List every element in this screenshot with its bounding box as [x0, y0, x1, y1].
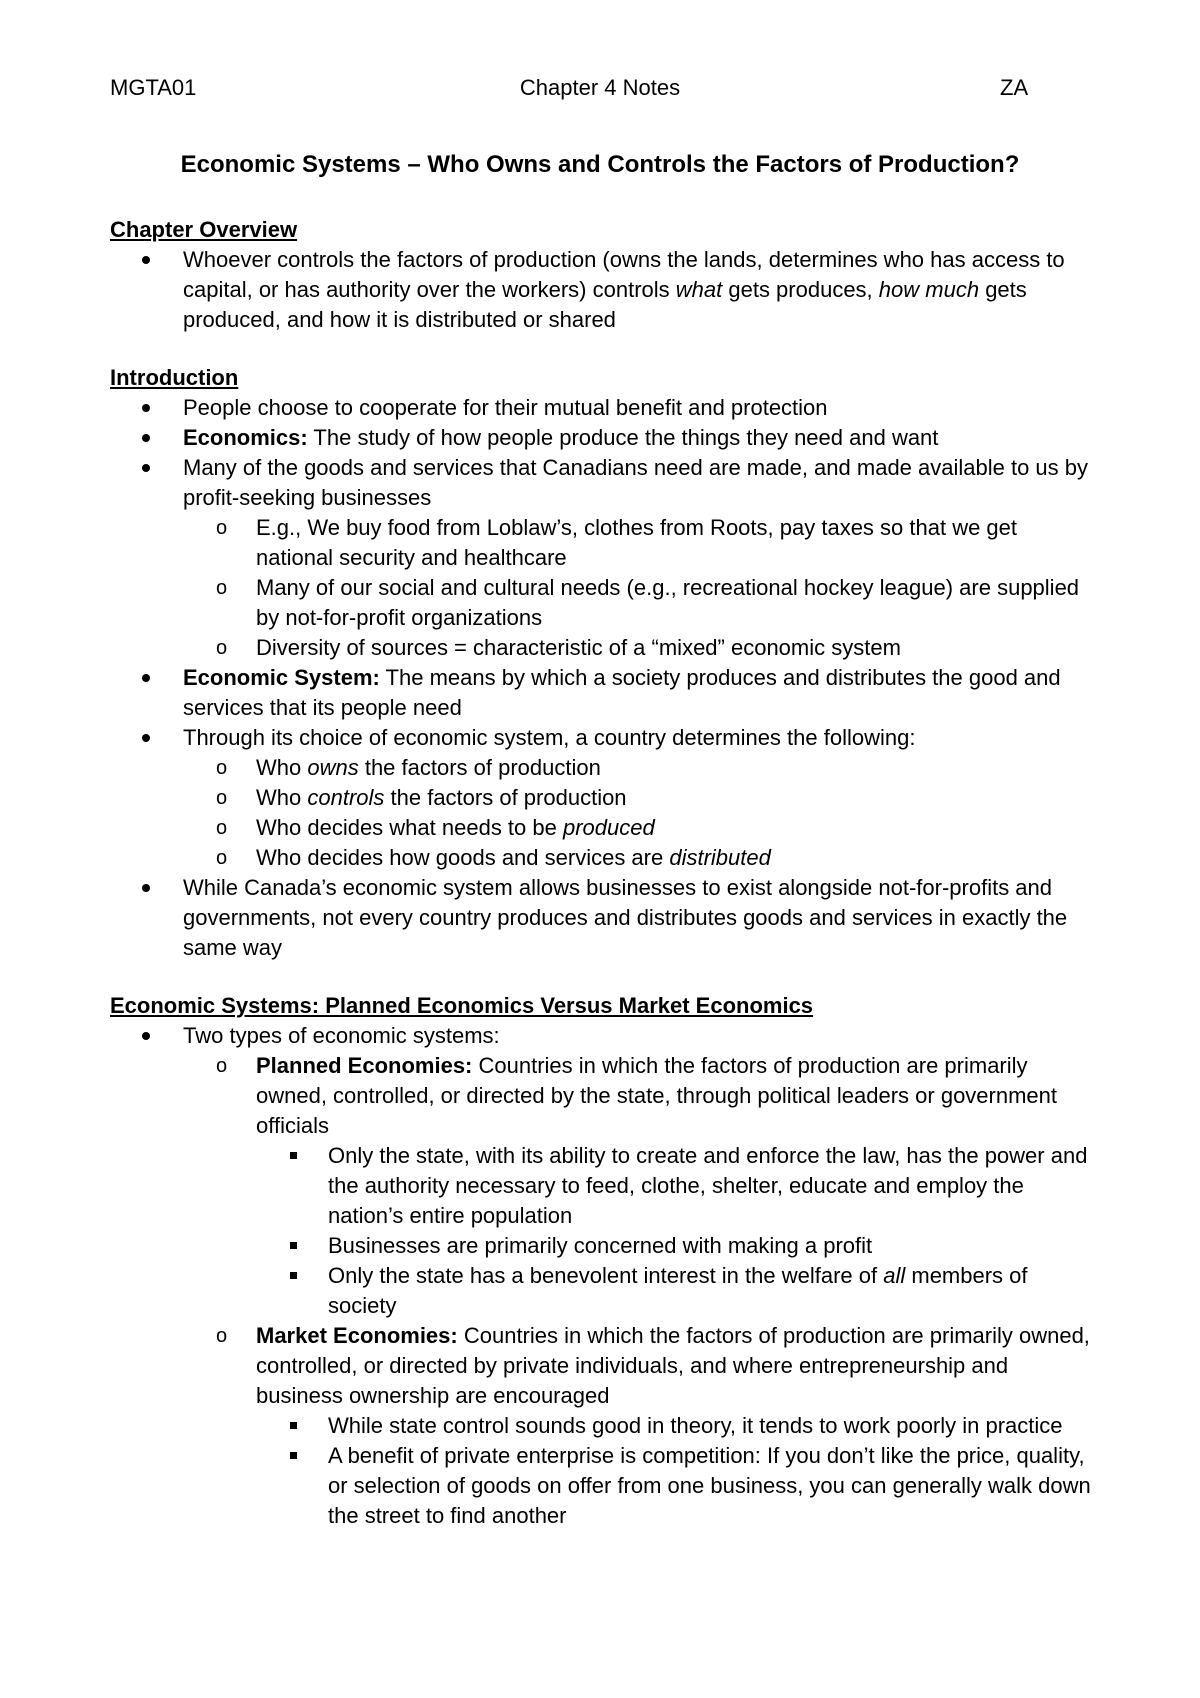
list-subsubitem: Only the state has a benevolent interest in the welfare of all members of society — [110, 1261, 1100, 1321]
list-subitem: o E.g., We buy food from Loblaw’s, clothes from Roots, pay taxes so that we get national security and healthcare — [216, 515, 1018, 570]
page-title: Economic Systems – Who Owns and Controls the Factors of Production? — [180, 151, 1020, 178]
list-item: People choose to cooperate for their mutual benefit and protection — [110, 393, 1100, 423]
list-subsubitem: While state control sounds good in theory, it tends to work poorly in practice — [110, 1411, 1100, 1441]
header-chapter: Chapter 4 Notes — [519, 75, 681, 100]
introduction-list — [110, 393, 1100, 963]
section-heading-economic-systems: Economic Systems: Planned Economics Versus Market Economics — [110, 993, 814, 1018]
list-subsubitem: A benefit of private enterprise is competition: If you don’t like the price, quality, or selection of goods on offer from one business, you can generally walk down the street to find another — [110, 1441, 1100, 1531]
bullet-circle-icon: o — [216, 787, 228, 809]
bullet-circle-icon: o — [216, 1055, 228, 1077]
list-subitem: o Diversity of sources = characteristic of a “mixed” economic system — [110, 633, 1100, 663]
list-subitem: o Who controls the factors of production — [110, 783, 1100, 813]
bullet-circle-icon: o — [216, 637, 228, 659]
list-item: Two types of economic systems: — [110, 1021, 1100, 1051]
section-heading-overview: Chapter Overview — [110, 217, 298, 242]
list-item: While Canada’s economic system allows businesses to exist alongside not-for-profits and governments, not every country produces and distributes goods and services in exactly the same way — [110, 873, 1100, 963]
bullet-circle-icon: o — [216, 847, 228, 869]
header-course-code: MGTA01 — [110, 75, 197, 100]
list-subitem: o Many of our social and cultural needs (e.g., recreational hockey league) are supplied by not-for-profit organizations — [216, 575, 1080, 630]
bullet-circle-icon: o — [216, 757, 228, 779]
list-subitem: o Planned Economies: Countries in which the factors of production are primarily owned, controlled, or directed by the state, through political leaders or government officials — [216, 1053, 1058, 1138]
list-subitem: o Market Economies: Countries in which the factors of production are primarily owned, controlled, or directed by private individuals, and where entrepreneurship and business ownership are encouraged — [216, 1323, 1090, 1408]
section-heading-introduction: Introduction — [110, 365, 239, 390]
list-item: Economics: The study of how people produce the things they need and want — [110, 423, 1100, 453]
list-subitem: o Who decides what needs to be produced — [110, 813, 1100, 843]
list-item: Through its choice of economic system, a country determines the following: — [110, 723, 1100, 753]
header-initials: ZA — [1000, 75, 1029, 100]
bullet-circle-icon: o — [216, 577, 228, 599]
economic-systems-list — [110, 1021, 1100, 1531]
bullet-circle-icon: o — [216, 1325, 228, 1347]
list-item: Whoever controls the factors of production (owns the lands, determines who has access to capital, or has authority over the workers) controls what gets produces, how much gets produced, and how it is distributed or shared — [110, 245, 1100, 335]
list-subitem: o Who owns the factors of production — [110, 753, 1100, 783]
list-subsubitem: Only the state, with its ability to create and enforce the law, has the power and the authority necessary to feed, clothe, shelter, educate and employ the nation’s entire population — [110, 1141, 1100, 1231]
bullet-circle-icon: o — [216, 817, 228, 839]
list-subsubitem: Businesses are primarily concerned with making a profit — [110, 1231, 1100, 1261]
bullet-circle-icon: o — [216, 517, 228, 539]
overview-list — [110, 245, 1100, 335]
notes-body — [110, 215, 1100, 1531]
list-subitem: o Who decides how goods and services are distributed — [110, 843, 1100, 873]
list-item: Economic System: The means by which a society produces and distributes the good and services that its people need — [110, 663, 1100, 723]
list-item: Many of the goods and services that Canadians need are made, and made available to us by profit-seeking businesses — [110, 453, 1100, 513]
